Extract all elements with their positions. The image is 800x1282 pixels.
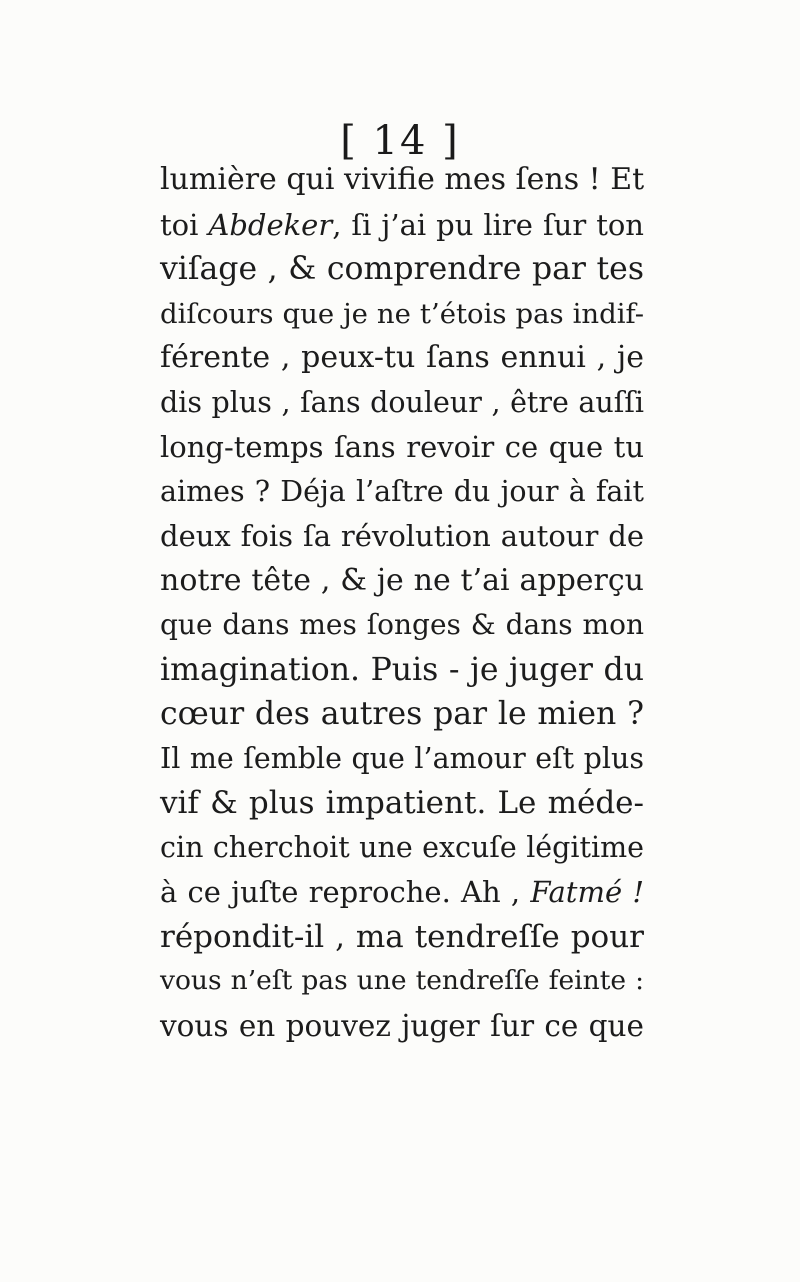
text-segment: toi bbox=[160, 207, 209, 242]
text-line: vous en pouvez juger ſur ce que bbox=[160, 1008, 644, 1043]
text-line bbox=[160, 870, 644, 915]
text-line: imagination. Puis - je juger du bbox=[160, 651, 644, 688]
italic-name: Abdeker bbox=[208, 207, 333, 242]
body-text bbox=[160, 158, 644, 1048]
text-segment: à ce juſte reproche. Ah , bbox=[160, 875, 531, 909]
text-line: vous n’eſt pas une tendreſſe feinte : bbox=[160, 965, 644, 996]
text-line bbox=[160, 203, 644, 248]
text-line: férente , peux-tu ſans ennui , je bbox=[160, 340, 644, 375]
text-line: notre tête , & je ne t’ai apperçu bbox=[160, 562, 644, 598]
text-line: répondit-il , ma tendreſſe pour bbox=[160, 918, 644, 955]
text-line: dis plus , ſans douleur , être auſſi bbox=[160, 385, 644, 419]
text-segment: , ſi j’ai pu lire ſur ton bbox=[332, 207, 644, 242]
text-line: long-temps ſans revoir ce que tu bbox=[160, 430, 644, 464]
text-line: Il me ſemble que l’amour eſt plus bbox=[160, 741, 644, 775]
text-line: cin cherchoit une excuſe légitime bbox=[160, 830, 644, 864]
italic-name: Fatmé ! bbox=[530, 875, 644, 909]
text-line: vif & plus impatient. Le méde- bbox=[160, 785, 644, 821]
text-line: deux fois ſa révolution autour de bbox=[160, 519, 644, 553]
text-line: que dans mes ſonges & dans mon bbox=[160, 608, 644, 641]
text-line: cœur des autres par le mien ? bbox=[160, 696, 644, 732]
text-line: diſcours que je ne t’étois pas indif- bbox=[160, 297, 644, 330]
text-line: aimes ? Déja l’aſtre du jour à fait bbox=[160, 474, 644, 508]
page-number: [ 14 ] bbox=[340, 118, 460, 164]
text-line: lumière qui vivifie mes ſens ! Et bbox=[160, 162, 645, 197]
text-line: viſage , & comprendre par tes bbox=[160, 251, 644, 287]
